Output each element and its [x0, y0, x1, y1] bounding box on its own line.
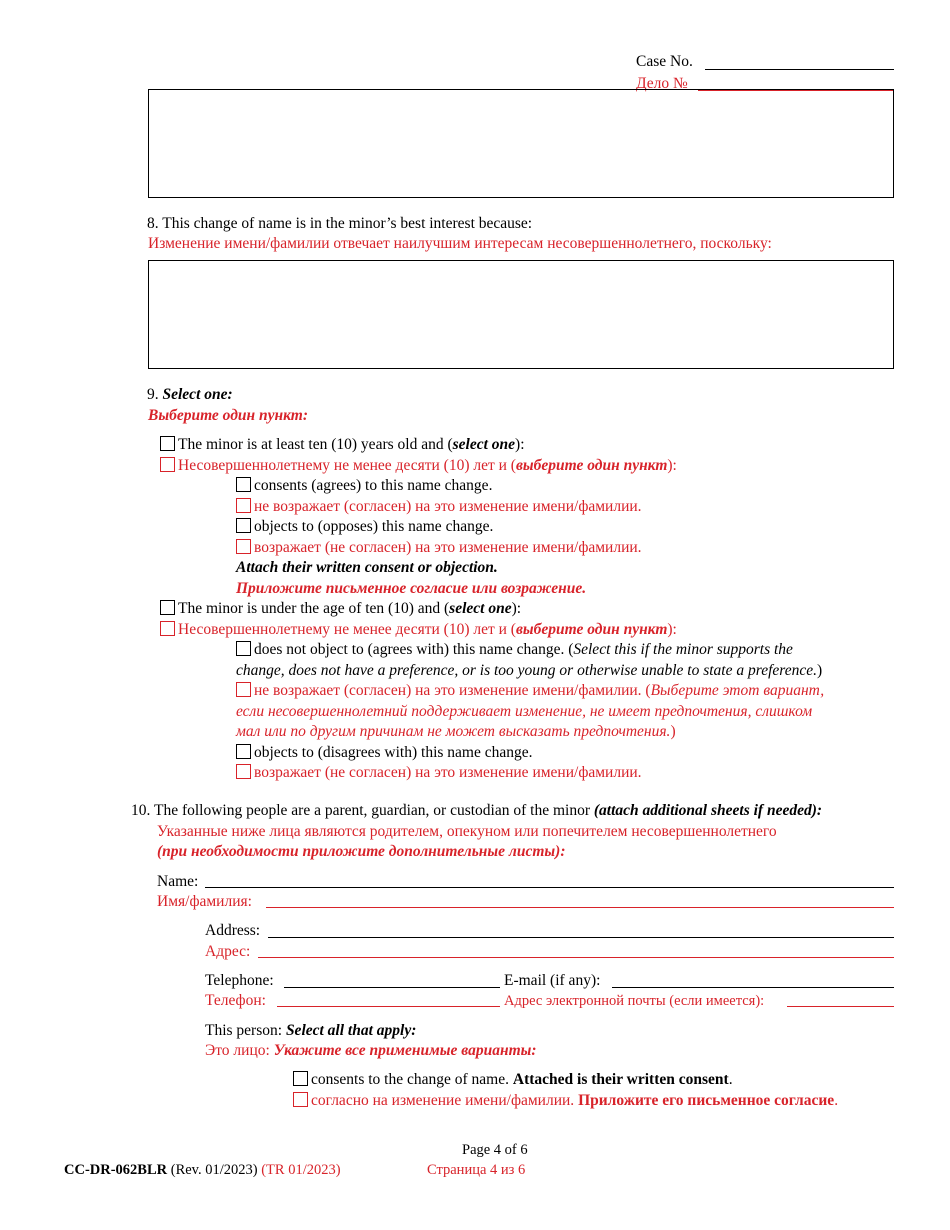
- page-number-ru: Страница 4 из 6: [427, 1162, 526, 1178]
- option-does-not-object-note2: change, does not have a preference, or is too young or otherwise unable to state a preference.: [236, 662, 817, 679]
- this-person-label-ru: [205, 1041, 537, 1061]
- option-under-ten-label: The minor is under the age of ten (10) and (: [178, 600, 450, 617]
- case-number-field[interactable]: [705, 69, 894, 70]
- option-does-not-object-cont: [236, 661, 822, 681]
- item9-select-label: Select one:: [162, 386, 233, 403]
- telephone-label-ru: Телефон:: [205, 992, 266, 1009]
- checkbox-under-ten-ru[interactable]: [160, 621, 175, 636]
- checkbox-does-not-object[interactable]: [236, 641, 251, 656]
- option-under-ten[interactable]: [160, 599, 521, 619]
- option-under-ten-label-ru: Несовершеннолетнему не менее десяти (10) лет и (: [178, 621, 516, 638]
- option-objects-disagrees-ru[interactable]: [236, 763, 642, 783]
- select-one-label-b-ru: выберите один пункт: [515, 621, 668, 638]
- option-does-not-object-cont-ru: [236, 722, 676, 742]
- name-label-ru: Имя/фамилия:: [157, 893, 252, 910]
- page-number: Page 4 of 6: [462, 1142, 528, 1158]
- checkbox-objects-ru[interactable]: [236, 539, 251, 554]
- form-translation-rev: (TR 01/2023): [261, 1162, 341, 1178]
- option-does-not-object-label: does not object to (agrees with) this name change. (: [254, 641, 574, 658]
- option-objects-disagrees-label: objects to (disagrees with) this name change.: [254, 744, 533, 761]
- option-consents-name-change-ru[interactable]: [293, 1091, 838, 1111]
- option-at-least-ten-end-ru: ):: [667, 457, 677, 474]
- option-does-not-object-note3-ru: мал или по другим причинам не может высказать предпочтения.: [236, 723, 671, 740]
- option-does-not-object-note2-ru: если несовершеннолетний поддерживает изменение, не имеет предпочтения, слишком: [236, 703, 813, 720]
- checkbox-consents[interactable]: [236, 477, 251, 492]
- checkbox-consents-name-change-ru[interactable]: [293, 1092, 308, 1107]
- consents-name-change-label-ru: согласно на изменение имени/фамилии.: [311, 1092, 579, 1109]
- consents-period: .: [728, 1071, 733, 1088]
- checkbox-objects-disagrees[interactable]: [236, 744, 251, 759]
- form-code: CC-DR-062BLR: [64, 1162, 168, 1178]
- attach-consent-note: Attach their written consent or objection.: [236, 559, 498, 576]
- option-objects-disagrees-label-ru: возражает (не согласен) на это изменение имени/фамилии.: [254, 764, 642, 781]
- email-field[interactable]: [612, 987, 894, 988]
- attached-written-consent: Attached is their written consent: [512, 1071, 729, 1088]
- option-does-not-object-end: ): [816, 662, 823, 679]
- option-at-least-ten-ru[interactable]: [160, 456, 677, 476]
- option-at-least-ten-end: ):: [515, 436, 525, 453]
- case-number-label: Case No.: [636, 53, 693, 70]
- item8-text-ru: Изменение имени/фамилии отвечает наилучшим интересам несовершеннолетнего, поскольку:: [148, 235, 772, 252]
- this-person-label: [205, 1021, 416, 1041]
- address-field[interactable]: [268, 937, 894, 938]
- checkbox-consents-ru[interactable]: [236, 498, 251, 513]
- telephone-label: Telephone:: [205, 972, 274, 989]
- option-consents[interactable]: [236, 476, 492, 496]
- checkbox-objects[interactable]: [236, 518, 251, 533]
- option-objects[interactable]: [236, 517, 493, 537]
- name-field[interactable]: [205, 887, 894, 888]
- item10-text: [131, 801, 822, 821]
- option-objects-label-ru: возражает (не согласен) на это изменение имени/фамилии.: [254, 539, 642, 556]
- this-person-text: This person:: [205, 1022, 286, 1039]
- form-revision: (Rev. 01/2023): [167, 1162, 262, 1178]
- option-does-not-object-end-ru: ): [670, 723, 676, 740]
- checkbox-does-not-object-ru[interactable]: [236, 682, 251, 697]
- item9-select-label-ru: Выберите один пункт:: [148, 407, 308, 424]
- checkbox-under-ten[interactable]: [160, 600, 175, 615]
- item10-text-main: 10. The following people are a parent, guardian, or custodian of the minor: [131, 802, 594, 819]
- attach-consent-note-ru: Приложите письменное согласие или возражение.: [236, 580, 587, 597]
- item9-number: 9.: [147, 386, 159, 403]
- telephone-field-ru[interactable]: [277, 1006, 500, 1007]
- email-label-ru: Адрес электронной почты (если имеется):: [504, 993, 765, 1009]
- item10-text-ru-bold: (при необходимости приложите дополнительные листы):: [157, 843, 566, 860]
- select-all-label-ru: Укажите все применимые варианты:: [273, 1042, 537, 1059]
- this-person-text-ru: Это лицо:: [205, 1042, 274, 1059]
- item9-heading: [147, 385, 233, 405]
- option-under-ten-end-ru: ):: [667, 621, 677, 638]
- item8-text: 8. This change of name is in the minor’s best interest because:: [147, 215, 533, 232]
- email-field-ru[interactable]: [787, 1006, 894, 1007]
- option-objects-label: objects to (opposes) this name change.: [254, 518, 494, 535]
- text-box-item-7[interactable]: [148, 89, 894, 198]
- option-consents-ru[interactable]: [236, 497, 642, 517]
- telephone-field[interactable]: [284, 987, 500, 988]
- option-at-least-ten-label-ru: Несовершеннолетнему не менее десяти (10) лет и (: [178, 457, 516, 474]
- checkbox-at-least-ten[interactable]: [160, 436, 175, 451]
- consents-name-change-label: consents to the change of name.: [311, 1071, 513, 1088]
- name-label: Name:: [157, 873, 199, 890]
- option-objects-ru[interactable]: [236, 538, 642, 558]
- option-under-ten-ru[interactable]: [160, 620, 677, 640]
- select-one-label: select one: [452, 436, 516, 453]
- option-does-not-object-note1: Select this if the minor supports the: [573, 641, 793, 658]
- checkbox-objects-disagrees-ru[interactable]: [236, 764, 251, 779]
- item10-text-bold: (attach additional sheets if needed):: [593, 802, 823, 819]
- address-label-ru: Адрес:: [205, 943, 251, 960]
- address-field-ru[interactable]: [258, 957, 894, 958]
- option-objects-disagrees[interactable]: [236, 743, 533, 763]
- form-id: [64, 1160, 341, 1180]
- option-consents-name-change[interactable]: [293, 1070, 733, 1090]
- checkbox-consents-name-change[interactable]: [293, 1071, 308, 1086]
- select-one-label-ru: выберите один пункт: [515, 457, 668, 474]
- consents-period-ru: .: [834, 1092, 839, 1109]
- select-all-label: Select all that apply:: [285, 1022, 417, 1039]
- option-consents-label: consents (agrees) to this name change.: [254, 477, 493, 494]
- option-does-not-object-label-ru: не возражает (согласен) на это изменение имени/фамилии. (: [254, 682, 651, 699]
- text-box-item-8[interactable]: [148, 260, 894, 369]
- name-field-ru[interactable]: [266, 907, 894, 908]
- option-does-not-object-ru[interactable]: [236, 681, 824, 701]
- option-at-least-ten-label: The minor is at least ten (10) years old and (: [178, 436, 453, 453]
- option-under-ten-end: ):: [511, 600, 522, 617]
- option-consents-label-ru: не возражает (согласен) на это изменение имени/фамилии.: [254, 498, 642, 515]
- option-does-not-object-note1-ru: Выберите этот вариант,: [650, 682, 825, 699]
- attached-written-consent-ru: Приложите его письменное согласие: [578, 1092, 835, 1109]
- option-at-least-ten[interactable]: [160, 435, 525, 455]
- checkbox-at-least-ten-ru[interactable]: [160, 457, 175, 472]
- email-label: E-mail (if any):: [504, 972, 601, 989]
- item10-text-ru: Указанные ниже лица являются родителем, опекуном или попечителем несовершеннолетнего: [157, 823, 777, 840]
- option-does-not-object[interactable]: [236, 640, 793, 660]
- case-number-label-ru: Дело №: [636, 75, 688, 92]
- address-label: Address:: [205, 922, 261, 939]
- select-one-label-b: select one: [449, 600, 512, 617]
